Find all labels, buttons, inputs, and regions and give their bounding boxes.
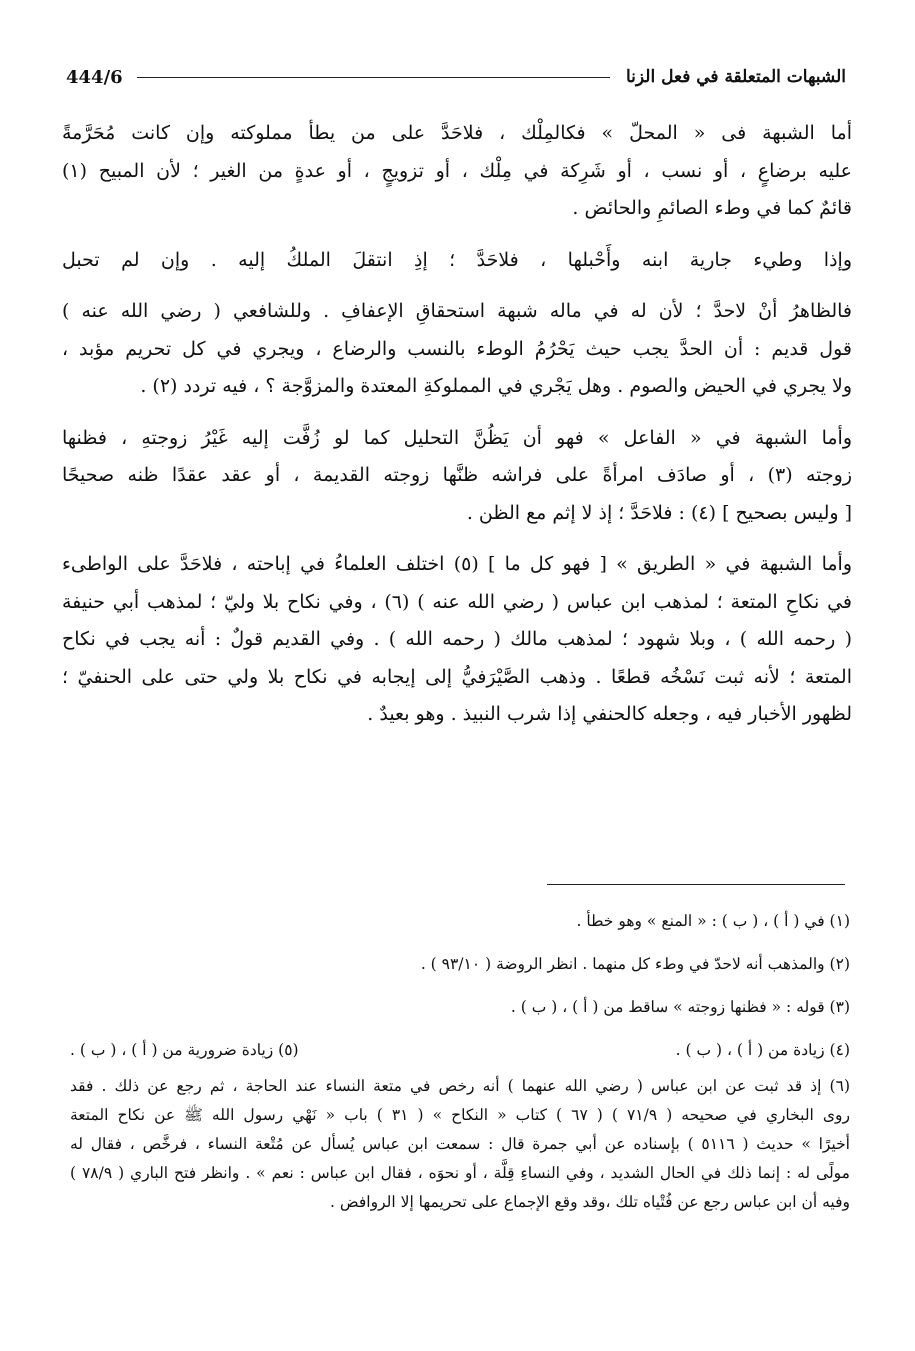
footnote-line: وفيه أن ابن عباس رجع عن فُتْياه تلك ،وقد وقع الإجماع على تحريمها إلا الروافض .: [330, 1193, 850, 1211]
text-line: قول قديم : أن الحدَّ يجب حيث يَحْرُمُ الوطء بالنسب والرضاع ، ويجري في كل تحريم مؤبد ،: [62, 337, 852, 360]
page-number: 444/6: [66, 66, 123, 88]
footnote-1: (١) في ( أ ) ، ( ب ) : « المنع » وهو خطأ .: [576, 912, 850, 930]
text-line: فالظاهرُ أنْ لاحدَّ ؛ لأن له في ماله شبهة استحقاقِ الإعفافِ . وللشافعي ( رضي الله عنه ): [62, 300, 852, 322]
text-line: وأما الشبهة في « الفاعل » فهو أن يَظُنَّ التحليل كما لو زُفَّت إليه غَيْرُ زوجتهِ ، فظنها: [62, 426, 852, 449]
text-line: ولا يجري في الحيض والصوم . وهل يَجْري في المملوكةِ المعتدة والمزوَّجة ؟ ، فيه تردد (٢) .: [140, 375, 852, 397]
footnote-row-4-5: [70, 1035, 850, 1066]
footnote-2: (٢) والمذهب أنه لاحدّ في وطء كل منهما . انظر الروضة ( ٩٣/١٠ ) .: [420, 955, 850, 973]
text-line: وإذا وطيء جارية ابنه وأَحْبلها ، فلاحَدَّ ؛ إذِ انتقلَ الملكُ إليه . وإن لم تحبل: [62, 248, 852, 271]
running-header: [66, 62, 846, 92]
text-line: زوجته (٣) ، أو صادَف امرأةً على فراشه ظنَّها زوجته القديمة ، أو عقد عقدًا ظنه صحيحًا: [62, 464, 852, 486]
footnote-3: (٣) قوله : « فظنها زوجته » ساقط من ( أ ) ، ( ب ) .: [510, 998, 850, 1016]
text-line: لظهور الأخبار فيه ، وجعله كالحنفي إذا شرب النبيذ . وهو بعيدٌ .: [367, 703, 852, 725]
footnote-5: (٥) زيادة ضرورية من ( أ ) ، ( ب ) .: [70, 1041, 299, 1059]
text-line: في نكاحِ المتعة ؛ لمذهب ابن عباس ( رضي الله عنه ) (٦) ، وفي نكاح بلا وليّ ؛ لمذهب أبي حنيفة: [62, 590, 852, 613]
footnote-separator: [547, 884, 845, 885]
running-title: الشبهات المتعلقة في فعل الزنا: [626, 67, 846, 87]
paragraph-doer-doubt: [62, 420, 852, 533]
footnote-line: مولًى له : إنما ذلك في الحال الشديد ، وفي النساءِ قِلَّة ، أو نحوَه ، فقال ابن عباس : نعم » . وانظر فتح الباري ( ٧٨/٩ ): [70, 1164, 850, 1182]
footnote-line: أخيرًا » حديث ( ٥١١٦ ) بإسناده عن أبي جمرة قال : سمعت ابن عباس يُسأل عن مُتْعة النساء ، فرخَّص ، فقال له: [70, 1135, 850, 1153]
text-line: عليه برضاعٍ ، أو نسب ، أو شَرِكة في مِلْك ، أو تزويجٍ ، أو عدةٍ من الغير ؛ لأن المبيح (١): [62, 159, 852, 182]
text-line: ( رحمه الله ) ، وبلا شهود ؛ لمذهب مالك ( رحمه الله ) . وفي القديم قولٌ : أنه يجب في نكاح: [62, 628, 852, 650]
footnote-line: روى البخاري في صحيحه ( ٧١/٩ ) ( ٦٧ ) كتاب « النكاح » ( ٣١ ) باب « نَهْي رسول الله ﷺ عن نكاح المتعة: [70, 1106, 850, 1124]
text-line: المتعة ؛ لأنه ثبت نَسْخُه قطعًا . وذهب الصَّيْرَفيُّ إلى إيجابه في نكاح بلا ولي حتى على الحنفيّ ؛: [62, 665, 852, 688]
text-line: أما الشبهة فى « المحلّ » فكالمِلْك ، فلاحَدَّ على من يطأ مملوكته وإن كانت مُحَرَّمةً: [62, 122, 852, 144]
footnote-4: (٤) زيادة من ( أ ) ، ( ب ) .: [675, 1041, 850, 1059]
paragraph-apparent-ruling: [62, 293, 852, 406]
paragraph-son-slave: [62, 242, 852, 280]
footnotes: [70, 906, 850, 1217]
text-line: [ وليس بصحيح ] (٤) : فلاحَدَّ ؛ إذ لا إثم مع الظن .: [466, 501, 852, 524]
text-line: قائمٌ كما في وطء الصائمِ والحائض .: [572, 197, 852, 219]
text-line: وأما الشبهة في « الطريق » [ فهو كل ما ] (٥) اختلف العلماءُ في إباحته ، فلاحَدَّ على الواطىء: [62, 553, 852, 575]
footnote-6: [70, 1072, 850, 1217]
paragraph-path-doubt: [62, 546, 852, 734]
paragraph-place-doubt: [62, 115, 852, 228]
main-text: [62, 115, 852, 748]
header-rule: [137, 77, 610, 78]
footnote-line: (٦) إذ قد ثبت عن ابن عباس ( رضي الله عنهما ) أنه رخص في متعة النساء عند الحاجة ، ثم رجع عن ذلك . فقد: [70, 1077, 850, 1095]
